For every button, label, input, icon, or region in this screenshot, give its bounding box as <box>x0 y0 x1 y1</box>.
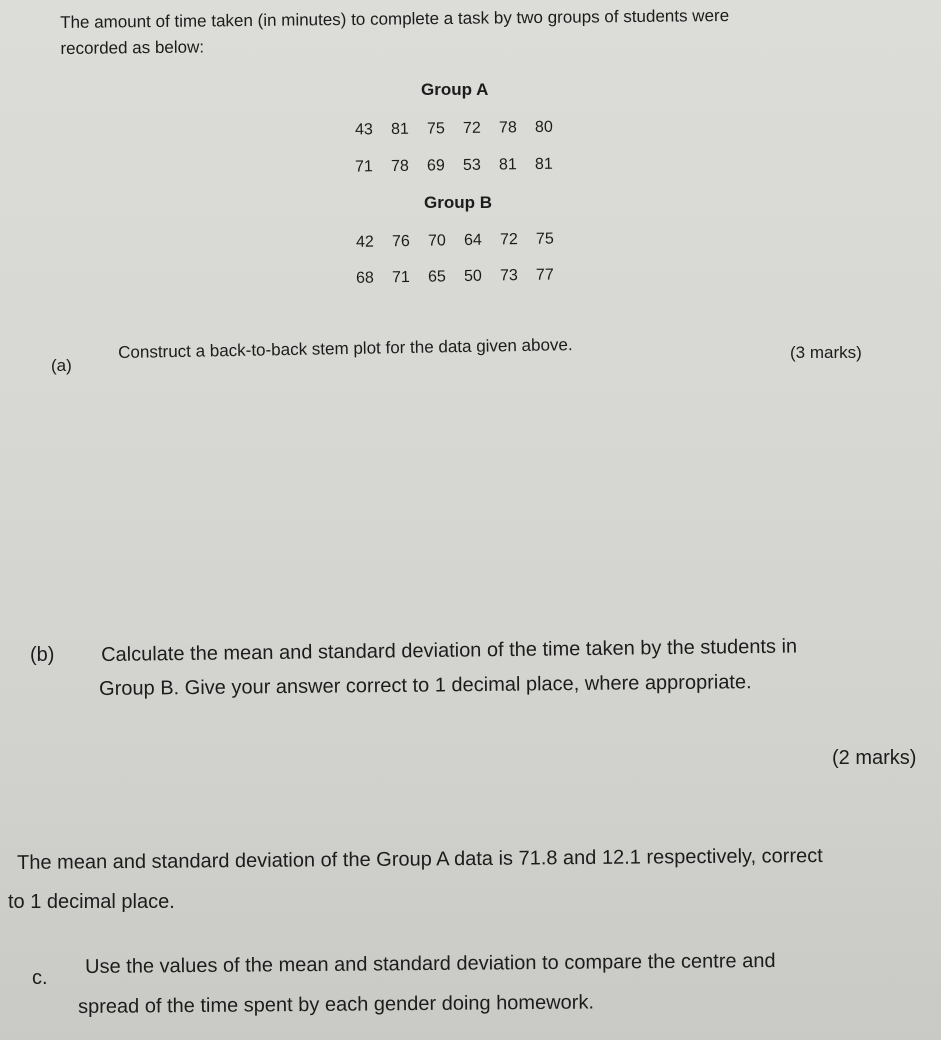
group-b-value: 72 <box>499 231 518 249</box>
group-a-row-1 <box>355 118 571 139</box>
group-b-value: 65 <box>427 268 446 286</box>
part-b-line-1: Calculate the mean and standard deviation of the time taken by the students in <box>101 635 798 666</box>
part-b-label: (b) <box>30 644 55 666</box>
group-a-value: 81 <box>498 156 517 174</box>
group-a-value: 43 <box>354 121 373 139</box>
intro-line-2: recorded as below: <box>60 37 205 58</box>
group-a-row-2 <box>355 155 571 176</box>
group-b-value: 68 <box>355 269 374 287</box>
group-b-value: 73 <box>499 267 518 285</box>
part-a-marks: (3 marks) <box>790 343 862 362</box>
group-b-value: 75 <box>535 230 554 248</box>
group-a-value: 78 <box>498 119 517 137</box>
intro-text <box>60 3 730 62</box>
group-b-value: 42 <box>355 233 374 251</box>
group-b-title: Group B <box>424 193 492 212</box>
group-b-value: 64 <box>463 231 482 249</box>
group-a-stats-line-1: The mean and standard deviation of the Group A data is 71.8 and 12.1 respectively, correct <box>17 844 823 874</box>
group-a-value: 78 <box>390 157 409 176</box>
group-a-value: 71 <box>354 158 373 176</box>
part-c-label: c. <box>32 967 48 989</box>
part-b-line-2: Group B. Give your answer correct to 1 decimal place, where appropriate. <box>99 671 752 700</box>
group-b-value: 76 <box>391 232 410 251</box>
group-a-title: Group A <box>421 80 489 99</box>
group-b-value: 70 <box>427 232 446 250</box>
group-b-value: 71 <box>391 268 410 287</box>
group-a-value: 53 <box>462 156 481 174</box>
group-a-value: 69 <box>426 157 445 175</box>
part-b-marks: (2 marks) <box>832 747 917 769</box>
group-a-value: 75 <box>426 120 445 138</box>
group-b-row-2 <box>356 266 572 288</box>
group-b-value: 77 <box>535 266 554 284</box>
part-c-line-2: spread of the time spent by each gender doing homework. <box>78 991 595 1018</box>
part-a-label: (a) <box>51 356 72 375</box>
group-a-value: 72 <box>462 119 481 137</box>
group-a-value: 81 <box>390 120 409 139</box>
group-b-value: 50 <box>463 267 482 285</box>
group-a-value: 81 <box>534 155 553 173</box>
group-a-value: 80 <box>534 118 553 136</box>
part-c-line-1: Use the values of the mean and standard deviation to compare the centre and <box>85 949 776 978</box>
part-a-question: Construct a back-to-back stem plot for the data given above. <box>118 335 573 362</box>
group-a-stats-line-2: to 1 decimal place. <box>8 891 175 913</box>
group-b-row-1 <box>356 230 572 252</box>
intro-line-1: The amount of time taken (in minutes) to complete a task by two groups of students were <box>60 5 730 32</box>
